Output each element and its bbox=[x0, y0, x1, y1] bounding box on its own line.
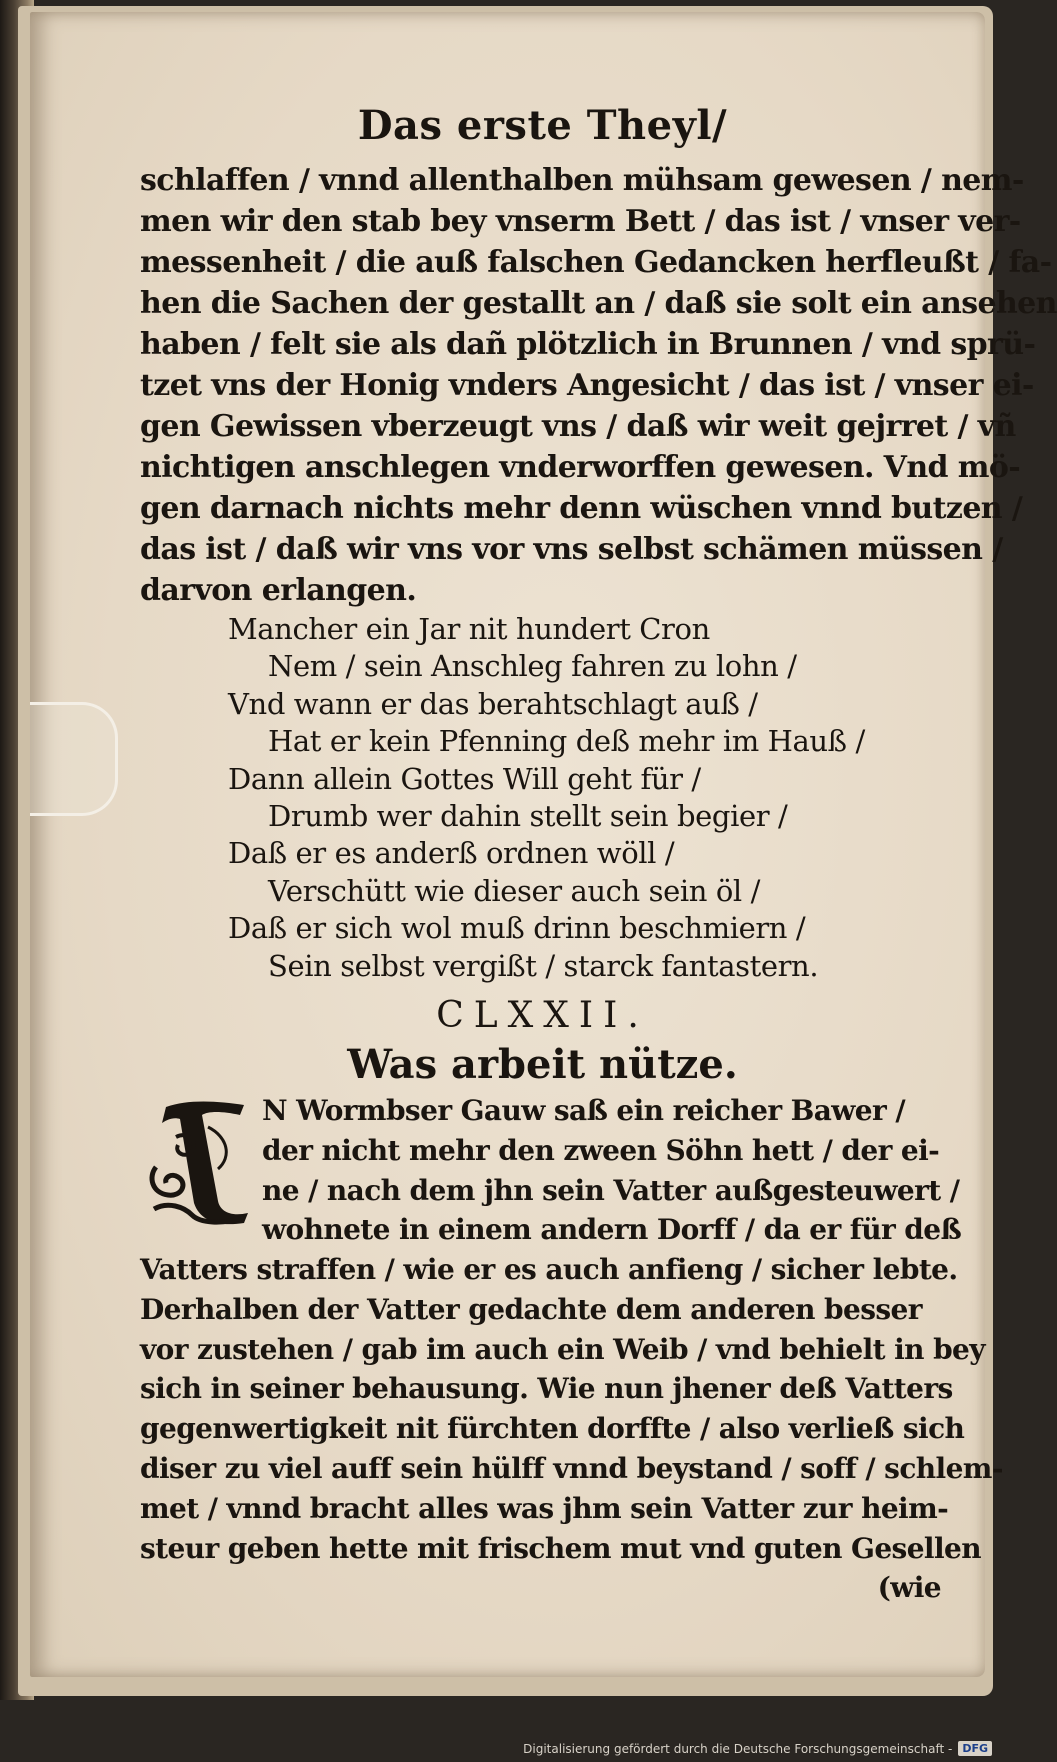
text-line: Derhalben der Vatter gedachte dem anderen besser bbox=[140, 1292, 922, 1326]
text-line: tzet vns der Honig vnders Angesicht / das ist / vnser ei- bbox=[140, 368, 1034, 403]
dfg-logo-badge: DFG bbox=[958, 1741, 992, 1756]
decorated-initial-icon bbox=[148, 1097, 260, 1229]
chapter-title: Was arbeit nütze. bbox=[347, 1040, 738, 1088]
page-content bbox=[140, 100, 1057, 1608]
verse-line: Sein selbst vergißt / starck fantastern. bbox=[268, 948, 819, 983]
text-line: sich in seiner behausung. Wie nun jhener deß Vatters bbox=[140, 1372, 953, 1406]
text-line: men wir den stab bey vnserm Bett / das ist / vnser ver- bbox=[140, 204, 1021, 239]
text-line: steur geben hette mit frischem mut vnd guten Gesellen bbox=[140, 1531, 981, 1565]
verse-line: Hat er kein Pfenning deß mehr im Hauß / bbox=[268, 724, 865, 759]
text-line: schlaffen / vnnd allenthalben mühsam gewesen / nem- bbox=[140, 163, 1024, 198]
prose-block bbox=[140, 160, 1057, 611]
verse-line: Mancher ein Jar nit hundert Cron bbox=[228, 612, 710, 646]
text-line: gen Gewissen vberzeugt vns / daß wir weit gejrret / vñ bbox=[140, 409, 1016, 444]
text-line: haben / felt sie als dañ plötzlich in Brunnen / vnd sprü- bbox=[140, 327, 1036, 362]
text-line: N Wormbser Gauw saß ein reicher Bawer / bbox=[262, 1093, 905, 1127]
text-line: nichtigen anschlegen vnderworffen gewesen. Vnd mö- bbox=[140, 450, 1021, 485]
verse-block bbox=[140, 611, 945, 985]
text-line: messenheit / die auß falschen Gedancken herfleußt / fa- bbox=[140, 245, 1052, 280]
verse-line: Dann allein Gottes Will geht für / bbox=[228, 761, 701, 796]
text-line: diser zu viel auff sein hülff vnnd beystand / soff / schlem- bbox=[140, 1452, 1003, 1486]
catchword: (wie bbox=[877, 1571, 941, 1605]
verse-line: Daß er sich wol muß drinn beschmiern / bbox=[228, 911, 806, 946]
text-line: met / vnnd bracht alles was jhm sein Vatter zur heim- bbox=[140, 1491, 949, 1525]
verse-line: Drumb wer dahin stellt sein begier / bbox=[268, 798, 788, 833]
text-line: hen die Sachen der gestallt an / daß sie solt ein ansehen bbox=[140, 286, 1057, 321]
text-line: gegenwertigkeit nit fürchten dorffte / also verließ sich bbox=[140, 1412, 965, 1446]
text-line: wohnete in einem andern Dorff / da er für deß bbox=[262, 1213, 962, 1247]
funding-credit-text: Digitalisierung gefördert durch die Deutsche Forschungsgemeinschaft - bbox=[523, 1741, 953, 1756]
chapter-number: CLXXII. bbox=[436, 994, 649, 1036]
text-line: ne / nach dem jhn sein Vatter außgesteuwert / bbox=[262, 1173, 960, 1207]
footer-credit bbox=[523, 1741, 992, 1756]
verse-line: Vnd wann er das berahtschlagt auß / bbox=[228, 686, 758, 721]
verse-line: Verschütt wie dieser auch sein öl / bbox=[268, 873, 760, 908]
verse-line: Nem / sein Anschleg fahren zu lohn / bbox=[268, 649, 797, 684]
text-line: gen darnach nichts mehr denn wüschen vnnd butzen / bbox=[140, 491, 1023, 526]
page-clip bbox=[30, 702, 118, 816]
text-line: vor zustehen / gab im auch ein Weib / vnd behielt in bey bbox=[140, 1332, 985, 1366]
text-line: der nicht mehr den zween Söhn hett / der ei- bbox=[262, 1133, 940, 1167]
running-title: Das erste Theyl/ bbox=[357, 102, 728, 149]
text-line: darvon erlangen. bbox=[140, 573, 417, 608]
verse-line: Daß er es anderß ordnen wöll / bbox=[228, 836, 675, 871]
text-line: das ist / daß wir vns vor vns selbst schämen müssen / bbox=[140, 532, 1003, 567]
chapter-body bbox=[140, 1091, 1003, 1608]
text-line: Vatters straffen / wie er es auch anfieng / sicher lebte. bbox=[140, 1253, 958, 1287]
